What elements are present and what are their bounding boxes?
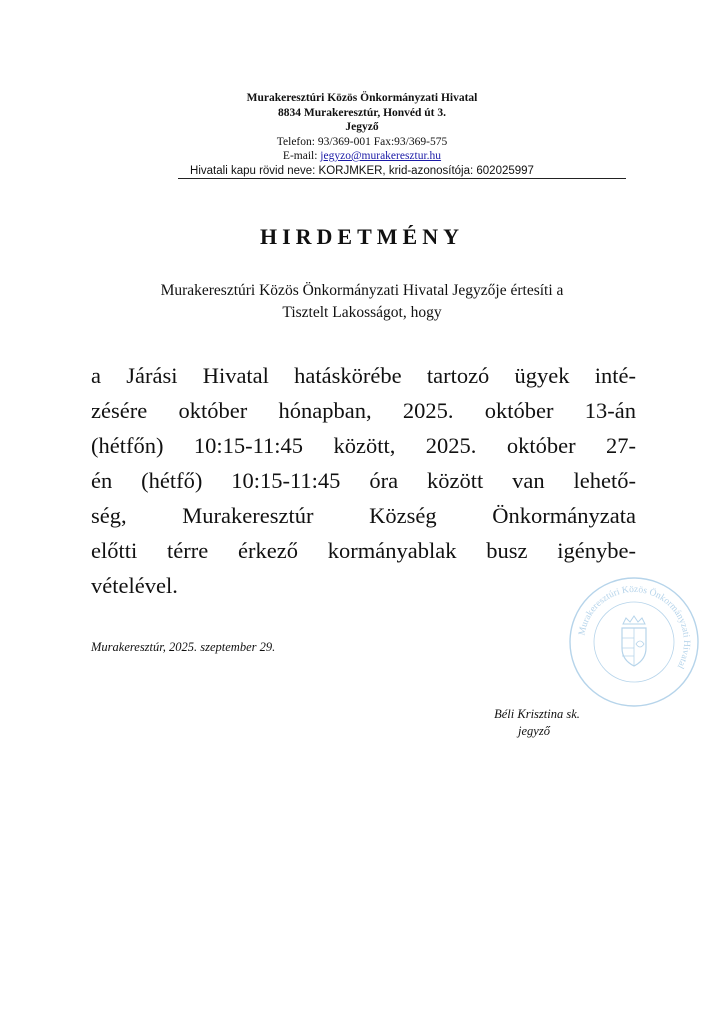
- email-label: E-mail:: [282, 150, 321, 162]
- body-line: vételével.: [91, 573, 178, 598]
- letterhead: [0, 91, 724, 178]
- official-seal-stamp: [566, 574, 702, 710]
- body-line: előtti térre érkező kormányablak busz igénybe-: [91, 538, 636, 563]
- intro-line: Murakeresztúri Közös Önkormányzati Hivatal Jegyzője értesíti a: [160, 282, 564, 299]
- signer-title: jegyző: [518, 724, 550, 738]
- body-line: zésére október hónapban, 2025. október 13-án: [91, 398, 636, 423]
- office-role: Jegyző: [345, 121, 379, 133]
- intro-text: [60, 280, 664, 324]
- coat-of-arms-icon: [622, 616, 646, 666]
- office-name: Murakeresztúri Közös Önkormányzati Hivatal: [246, 92, 478, 104]
- email-link[interactable]: jegyzo@murakeresztur.hu: [320, 150, 442, 162]
- body-line: én (hétfő) 10:15-11:45 óra között van lehető-: [91, 468, 636, 493]
- office-address: 8834 Murakeresztúr, Honvéd út 3.: [277, 106, 447, 119]
- signature-block: [460, 706, 600, 740]
- stamp-text: Murakeresztúri Közös Önkormányzati Hivatal: [577, 584, 692, 671]
- intro-line: Tisztelt Lakosságot, hogy: [282, 304, 442, 321]
- phone-fax: Telefon: 93/369-001 Fax:93/369-575: [276, 135, 448, 148]
- body-line: ség, Murakeresztúr Község Önkormányzata: [91, 503, 636, 528]
- notice-body: [91, 358, 636, 603]
- body-line: a Járási Hivatal hatáskörébe tartozó ügyek inté-: [91, 363, 636, 388]
- signer-name: Béli Krisztina sk.: [494, 707, 580, 721]
- gateway-info: Hivatali kapu rövid neve: KORJMKER, krid-azonosítója: 602025997: [190, 164, 534, 177]
- document-title: HIRDETMÉNY: [259, 224, 464, 249]
- body-line: (hétfőn) 10:15-11:45 között, 2025. október 27-: [91, 433, 636, 458]
- letterhead-divider: [178, 178, 626, 179]
- place-date: Murakeresztúr, 2025. szeptember 29.: [91, 640, 276, 654]
- email-line: [0, 149, 724, 164]
